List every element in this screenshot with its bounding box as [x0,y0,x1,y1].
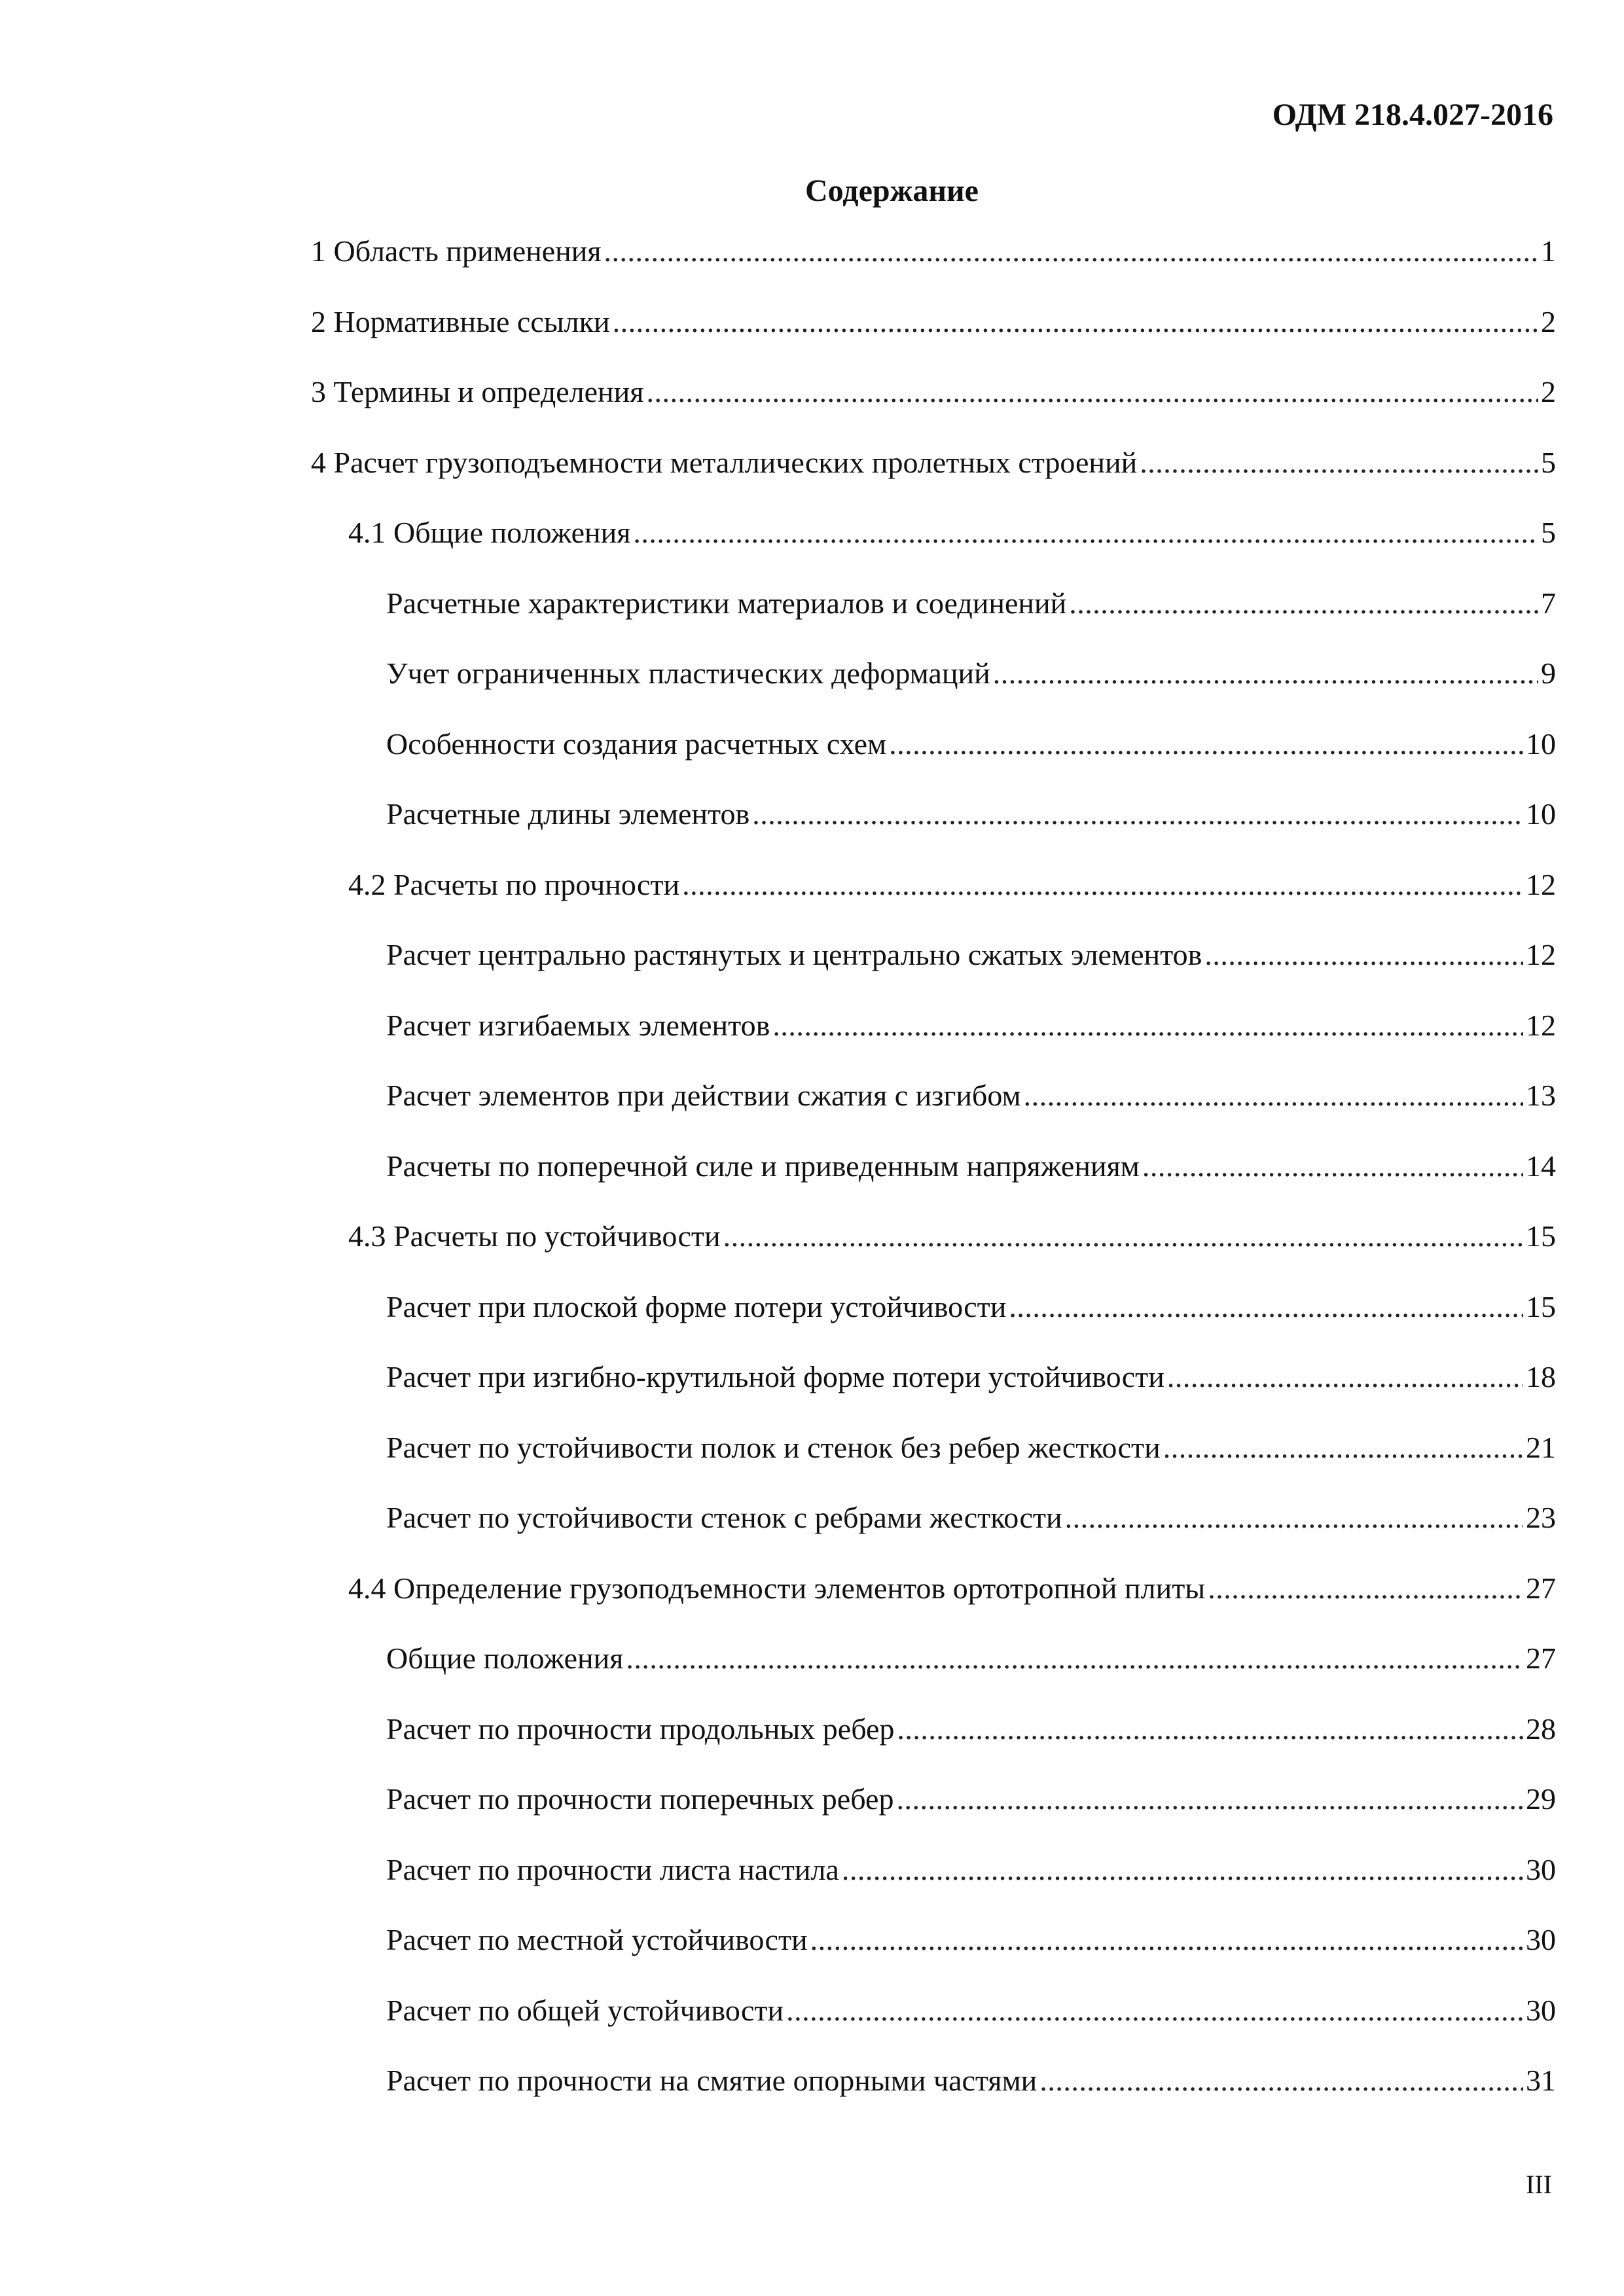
toc-entry-label: Расчет по прочности листа настила [386,1852,839,1886]
toc-entry-page: 12 [1526,1008,1556,1042]
toc-entry[interactable] [311,1206,1556,1277]
toc-entry-page: 15 [1526,1289,1556,1323]
toc-entry-page: 5 [1541,516,1556,549]
toc-entry-label: Расчет по прочности продольных ребер [386,1712,895,1746]
toc-dot-leader [897,1711,1523,1747]
toc-entry-label: Расчет по прочности на смятие опорными частями [386,2064,1038,2097]
toc-entry-label: Учет ограниченных пластических деформаций [386,656,990,690]
table-of-contents [311,221,1556,2121]
toc-entry-page: 13 [1526,1079,1556,1112]
toc-entry[interactable] [311,855,1556,925]
toc-dot-leader [1024,1077,1523,1113]
toc-entry-label: Расчет при плоской форме потери устойчивости [386,1289,1007,1323]
toc-entry-label: Расчет по общей устойчивости [386,1993,784,2027]
toc-entry-label: Особенности создания расчетных схем [386,726,887,761]
toc-entry-label: Расчет центрально растянутых и центрально сжатых элементов [386,938,1202,971]
toc-entry[interactable] [311,503,1556,573]
toc-entry-page: 2 [1541,375,1556,408]
document-code: ОДМ 218.4.027-2016 [1272,98,1553,132]
toc-entry-page: 30 [1526,1852,1556,1886]
toc-title: Содержание [805,173,979,208]
toc-entry-page: 29 [1526,1782,1556,1816]
toc-dot-leader [1204,937,1523,973]
toc-entry-label: Расчет при изгибно-крутильной форме потери устойчивости [386,1360,1164,1393]
toc-entry-page: 27 [1526,1641,1556,1675]
toc-dot-leader [896,1781,1523,1817]
toc-entry[interactable] [311,2051,1556,2121]
toc-dot-leader [1065,1499,1523,1535]
toc-entry-page: 12 [1526,867,1556,901]
toc-dot-leader [1142,1148,1523,1184]
toc-entry[interactable] [311,362,1556,433]
toc-entry[interactable] [311,1066,1556,1136]
toc-entry-label: 2 Нормативные ссылки [311,304,610,338]
toc-entry-label: Расчет элементов при действии сжатия с изгибом [386,1079,1021,1112]
toc-dot-leader [1009,1289,1523,1325]
toc-entry-page: 18 [1526,1360,1556,1393]
toc-entry[interactable] [311,1699,1556,1770]
toc-entry-page: 27 [1526,1571,1556,1605]
toc-entry-page: 30 [1526,1923,1556,1956]
toc-dot-leader [646,374,1538,410]
toc-dot-leader [1039,2062,1523,2098]
toc-entry-page: 30 [1526,1993,1556,2027]
toc-entry-page: 9 [1541,656,1556,690]
toc-entry[interactable] [311,643,1556,714]
toc-entry[interactable] [311,996,1556,1066]
toc-dot-leader [772,1007,1523,1043]
toc-entry-label: 4.1 Общие положения [348,516,631,549]
toc-entry[interactable] [311,292,1556,363]
toc-dot-leader [752,796,1523,832]
toc-dot-leader [1069,585,1538,621]
toc-entry[interactable] [311,784,1556,855]
toc-entry-label: Общие положения [386,1641,624,1675]
toc-entry[interactable] [311,1840,1556,1910]
toc-entry-label: 4.4 Определение грузоподъемности элементов ортотропной плиты [348,1571,1206,1605]
page-number: III [1526,2170,1552,2199]
toc-dot-leader [1140,444,1538,480]
toc-entry-page: 28 [1526,1712,1556,1746]
toc-entry-page: 12 [1526,938,1556,971]
toc-entry-page: 21 [1526,1430,1556,1464]
toc-entry[interactable] [311,1910,1556,1981]
toc-dot-leader [633,514,1538,550]
toc-dot-leader [604,233,1538,269]
toc-dot-leader [889,726,1523,762]
toc-entry-page: 1 [1541,234,1556,268]
toc-dot-leader [723,1218,1523,1254]
toc-entry-page: 10 [1526,797,1556,831]
toc-entry-label: Расчеты по поперечной силе и приведенным напряжениям [386,1149,1140,1183]
toc-entry-label: 4.2 Расчеты по прочности [348,867,680,901]
toc-dot-leader [1167,1359,1523,1395]
toc-entry-page: 23 [1526,1501,1556,1534]
toc-entry[interactable] [311,1981,1556,2051]
toc-entry[interactable] [311,433,1556,503]
toc-entry[interactable] [311,1347,1556,1418]
toc-entry-label: 3 Термины и определения [311,375,644,408]
toc-entry-page: 7 [1541,586,1556,620]
toc-entry-label: 1 Область применения [311,234,602,268]
toc-entry-page: 10 [1526,726,1556,761]
toc-dot-leader [613,304,1538,340]
toc-entry[interactable] [311,221,1556,292]
toc-dot-leader [993,655,1538,691]
toc-dot-leader [626,1640,1523,1676]
toc-entry-page: 14 [1526,1149,1556,1183]
toc-entry[interactable] [311,1277,1556,1348]
toc-dot-leader [842,1852,1523,1888]
toc-entry[interactable] [311,1628,1556,1699]
toc-entry[interactable] [311,1769,1556,1840]
toc-entry[interactable] [311,573,1556,644]
toc-entry-label: Расчет изгибаемых элементов [386,1008,770,1042]
toc-entry-label: 4 Расчет грузоподъемности металлических пролетных строений [311,445,1138,479]
toc-dot-leader [786,1992,1523,2028]
toc-dot-leader [1208,1570,1523,1606]
toc-entry-page: 15 [1526,1219,1556,1253]
toc-entry-label: Расчет по местной устойчивости [386,1923,808,1956]
toc-entry[interactable] [311,1488,1556,1558]
toc-dot-leader [682,867,1523,903]
toc-entry-label: Расчет по устойчивости полок и стенок без ребер жесткости [386,1430,1161,1464]
toc-entry-page: 5 [1541,445,1556,479]
toc-dot-leader [1163,1429,1523,1465]
toc-entry-label: Расчетные длины элементов [386,797,750,831]
toc-entry-label: Расчет по прочности поперечных ребер [386,1782,894,1816]
toc-entry-page: 2 [1541,304,1556,338]
toc-entry-label: 4.3 Расчеты по устойчивости [348,1219,721,1253]
toc-dot-leader [810,1922,1523,1958]
toc-entry[interactable] [311,1558,1556,1629]
toc-entry-label: Расчетные характеристики материалов и соединений [386,586,1067,620]
toc-entry[interactable] [311,925,1556,996]
toc-entry[interactable] [311,1136,1556,1207]
toc-entry[interactable] [311,1418,1556,1488]
toc-entry[interactable] [311,714,1556,785]
toc-entry-page: 31 [1526,2064,1556,2097]
toc-entry-label: Расчет по устойчивости стенок с ребрами жесткости [386,1501,1062,1534]
